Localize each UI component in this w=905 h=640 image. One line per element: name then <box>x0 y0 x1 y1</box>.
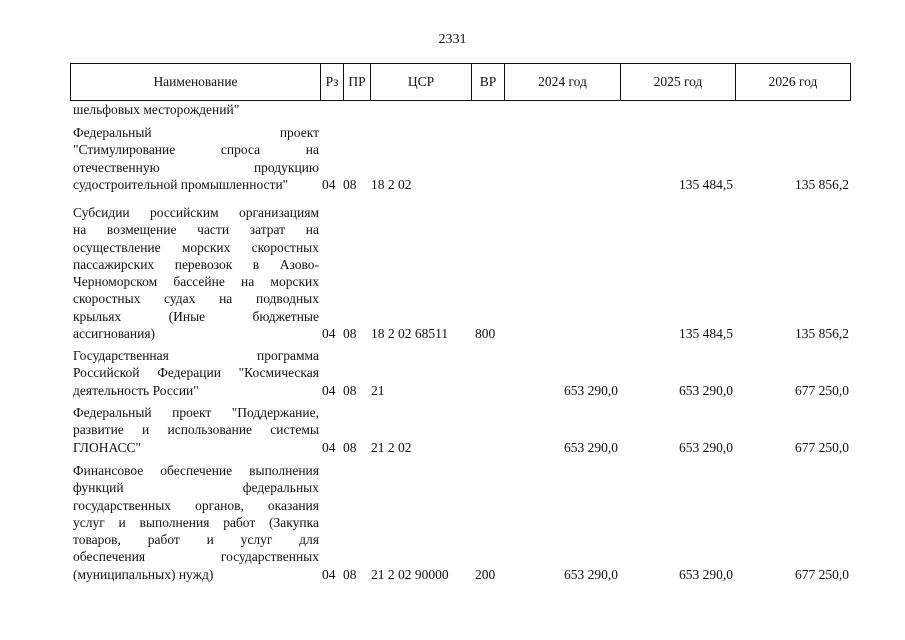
row-name-line: "Стимулирование спроса на <box>73 142 319 158</box>
header-2026: 2026 год <box>735 64 850 100</box>
row-name <box>73 462 319 583</box>
row-value-2025: 653 290,0 <box>679 439 733 455</box>
header-2024: 2024 год <box>504 64 620 100</box>
header-csr: ЦСР <box>370 64 471 100</box>
row-value-2025: 653 290,0 <box>679 566 733 582</box>
row-rz: 04 <box>322 566 336 582</box>
table-header <box>70 63 851 101</box>
header-vr: ВР <box>471 64 504 100</box>
row-name-line: Субсидии российским организациям <box>73 205 319 220</box>
row-name-line: судостроительной промышленности" <box>73 176 289 192</box>
row-name-line: на возмещение части затрат на <box>73 222 319 238</box>
row-pr: 08 <box>343 176 357 192</box>
row-value-2026: 677 250,0 <box>795 566 849 582</box>
header-name: Наименование <box>153 74 238 89</box>
row-name-line: отечественную продукцию <box>73 159 319 175</box>
row-name-line: Федеральный проект "Поддержание, <box>73 405 319 420</box>
row-name <box>73 347 319 399</box>
row-csr: 18 2 02 <box>371 176 412 192</box>
row-name-line: функций федеральных <box>73 480 319 496</box>
row-name <box>73 101 319 118</box>
row-name-line: (муниципальных) нужд) <box>73 566 214 582</box>
row-rz: 04 <box>322 326 336 342</box>
row-name-line: обеспечения государственных <box>73 549 319 565</box>
row-rz: 04 <box>322 176 336 192</box>
row-value-2026: 677 250,0 <box>795 382 849 398</box>
row-name-line: ГЛОНАСС" <box>73 439 142 455</box>
page-number: 2331 <box>438 32 467 47</box>
row-name-line: Финансовое обеспечение выполнения <box>73 463 319 478</box>
row-csr: 21 <box>371 382 385 398</box>
row-name <box>73 124 319 193</box>
row-name-line: развитие и использование системы <box>73 422 319 438</box>
row-name-line: крыльях (Иные бюджетные <box>73 308 319 324</box>
row-name-line: шельфовых месторождений" <box>73 102 240 117</box>
row-vr: 200 <box>475 566 496 582</box>
row-csr: 18 2 02 68511 <box>371 326 449 342</box>
row-pr: 08 <box>343 382 357 398</box>
header-rz: Рз <box>320 64 343 100</box>
row-value-2024: 653 290,0 <box>564 566 618 582</box>
row-value-2025: 135 484,5 <box>679 176 733 192</box>
row-name-line: скоростных судах на подводных <box>73 291 319 307</box>
row-pr: 08 <box>343 566 357 582</box>
row-name <box>73 204 319 342</box>
row-name-line: деятельность России" <box>73 382 199 398</box>
row-value-2026: 677 250,0 <box>795 439 849 455</box>
row-vr: 800 <box>475 326 496 342</box>
row-name-line: пассажирских перевозок в Азово- <box>73 256 319 272</box>
row-name-line: Черноморском бассейне на морских <box>73 274 319 290</box>
row-value-2026: 135 856,2 <box>795 326 849 342</box>
row-csr: 21 2 02 90000 <box>371 566 449 582</box>
row-value-2026: 135 856,2 <box>795 176 849 192</box>
row-value-2024: 653 290,0 <box>564 382 618 398</box>
row-name-line: ассигнования) <box>73 326 156 342</box>
row-name-line: Государственная программа <box>73 348 319 363</box>
row-value-2024: 653 290,0 <box>564 439 618 455</box>
row-name-line: товаров, работ и услуг для <box>73 532 319 548</box>
row-rz: 04 <box>322 382 336 398</box>
row-value-2025: 653 290,0 <box>679 382 733 398</box>
row-name-line: государственных органов, оказания <box>73 497 319 513</box>
row-pr: 08 <box>343 326 357 342</box>
row-name-line: Федеральный проект <box>73 125 319 140</box>
row-rz: 04 <box>322 439 336 455</box>
header-pr: ПР <box>343 64 370 100</box>
row-csr: 21 2 02 <box>371 439 412 455</box>
row-name-line: услуг и выполнения работ (Закупка <box>73 514 319 530</box>
row-name <box>73 404 319 456</box>
row-name-line: осуществление морских скоростных <box>73 239 319 255</box>
row-value-2025: 135 484,5 <box>679 326 733 342</box>
row-name-line: Российской Федерации "Космическая <box>73 365 319 381</box>
header-2025: 2025 год <box>620 64 735 100</box>
row-pr: 08 <box>343 439 357 455</box>
